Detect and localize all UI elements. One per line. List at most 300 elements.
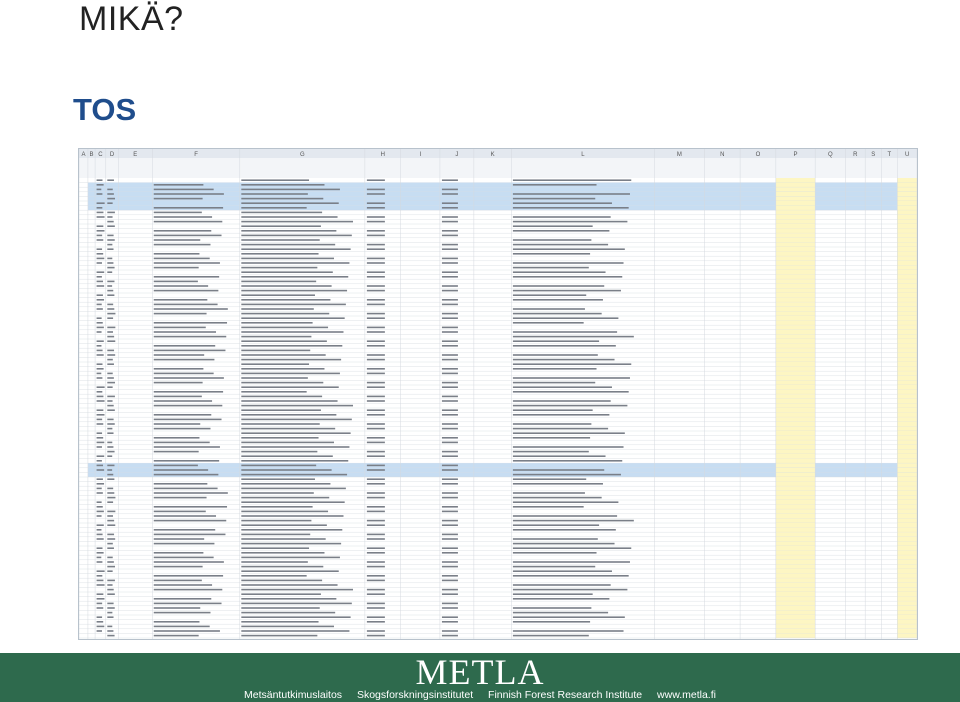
- column-header-t: T: [887, 152, 892, 158]
- cell-text: [154, 184, 204, 186]
- yellow-cell: [776, 537, 815, 542]
- yellow-cell: [776, 192, 815, 197]
- cell-text: [97, 630, 102, 632]
- cell-text: [442, 400, 458, 402]
- yellow-cell: [776, 339, 815, 344]
- cell-text: [442, 511, 458, 513]
- cell-text: [107, 386, 112, 388]
- yellow-cell: [897, 233, 917, 238]
- cell-text: [97, 483, 104, 485]
- yellow-cell: [776, 238, 815, 243]
- yellow-cell: [776, 210, 815, 215]
- yellow-cell: [776, 440, 815, 445]
- cell-text: [367, 216, 385, 218]
- cell-text: [107, 235, 113, 237]
- yellow-cell: [897, 229, 917, 234]
- cell-text: [107, 501, 113, 503]
- cell-text: [241, 538, 325, 540]
- cell-text: [241, 212, 322, 214]
- column-header-h: H: [380, 152, 385, 158]
- cell-text: [154, 511, 206, 513]
- cell-text: [513, 529, 616, 531]
- yellow-cell: [776, 247, 815, 252]
- yellow-cell: [897, 537, 917, 542]
- cell-text: [107, 478, 114, 480]
- cell-text: [241, 478, 315, 480]
- cell-text: [97, 308, 103, 310]
- cell-text: [154, 299, 208, 301]
- cell-text: [513, 520, 634, 522]
- yellow-cell: [776, 606, 815, 611]
- cell-text: [442, 290, 458, 292]
- yellow-cell: [897, 201, 917, 206]
- cell-text: [107, 469, 112, 471]
- yellow-cell: [897, 316, 917, 321]
- yellow-cell: [897, 219, 917, 224]
- footer-link-sv[interactable]: Skogsforskningsinstitutet: [356, 689, 474, 701]
- yellow-cell: [776, 629, 815, 634]
- cell-text: [513, 405, 627, 407]
- yellow-cell: [897, 307, 917, 312]
- cell-text: [107, 616, 113, 618]
- yellow-cell: [776, 422, 815, 427]
- cell-text: [97, 377, 103, 379]
- cell-text: [241, 414, 336, 416]
- cell-text: [97, 616, 102, 618]
- yellow-cell: [897, 298, 917, 303]
- cell-text: [367, 635, 385, 637]
- cell-text: [107, 570, 112, 572]
- cell-text: [442, 216, 458, 218]
- cell-text: [513, 492, 585, 494]
- cell-text: [97, 580, 104, 582]
- yellow-cell: [897, 436, 917, 441]
- cell-text: [97, 515, 102, 517]
- footer-link-url[interactable]: www.metla.fi: [657, 689, 716, 701]
- cell-text: [97, 350, 103, 352]
- yellow-cell: [897, 376, 917, 381]
- cell-text: [442, 603, 458, 605]
- cell-text: [367, 313, 385, 315]
- cell-text: [97, 207, 103, 209]
- cell-text: [241, 570, 338, 572]
- cell-text: [367, 603, 385, 605]
- cell-text: [97, 202, 105, 204]
- yellow-cell: [776, 491, 815, 496]
- yellow-cell: [897, 178, 917, 183]
- yellow-cell: [776, 523, 815, 528]
- cell-text: [367, 189, 385, 191]
- cell-text: [513, 377, 630, 379]
- cell-text: [367, 202, 385, 204]
- cell-text: [97, 607, 104, 609]
- column-header-r: R: [853, 152, 858, 158]
- cell-text: [442, 327, 458, 329]
- cell-text: [107, 248, 113, 250]
- cell-text: [97, 419, 103, 421]
- cell-text: [513, 336, 634, 338]
- cell-text: [154, 239, 200, 241]
- cell-text: [97, 534, 103, 536]
- cell-text: [442, 299, 458, 301]
- cell-text: [241, 630, 349, 632]
- cell-text: [107, 566, 115, 568]
- cell-text: [241, 616, 350, 618]
- yellow-cell: [776, 390, 815, 395]
- cell-text: [367, 317, 385, 319]
- yellow-cell: [897, 518, 917, 523]
- cell-text: [442, 455, 458, 457]
- yellow-cell: [776, 459, 815, 464]
- cell-text: [442, 635, 458, 637]
- yellow-cell: [776, 610, 815, 615]
- cell-text: [241, 552, 324, 554]
- yellow-cell: [897, 408, 917, 413]
- yellow-cell: [776, 399, 815, 404]
- cell-text: [513, 248, 625, 250]
- cell-text: [442, 506, 458, 508]
- cell-text: [367, 285, 385, 287]
- yellow-cell: [897, 597, 917, 602]
- yellow-cell: [776, 560, 815, 565]
- cell-text: [442, 221, 458, 223]
- cell-text: [442, 359, 458, 361]
- cell-text: [367, 409, 385, 411]
- cell-text: [154, 308, 228, 310]
- yellow-cell: [897, 422, 917, 427]
- yellow-cell: [776, 265, 815, 270]
- cell-text: [442, 478, 458, 480]
- cell-text: [367, 451, 385, 453]
- cell-text: [442, 575, 458, 577]
- cell-text: [367, 465, 385, 467]
- cell-text: [367, 630, 385, 632]
- cell-text: [107, 635, 114, 637]
- cell-text: [154, 382, 203, 384]
- cell-text: [154, 244, 211, 246]
- yellow-cell: [776, 454, 815, 459]
- cell-text: [107, 630, 113, 632]
- cell-text: [154, 331, 216, 333]
- cell-text: [367, 230, 385, 232]
- cell-text: [513, 368, 597, 370]
- yellow-cell: [897, 321, 917, 326]
- cell-text: [97, 239, 104, 241]
- cell-text: [154, 253, 200, 255]
- yellow-cell: [776, 357, 815, 362]
- yellow-cell: [897, 468, 917, 473]
- cell-text: [442, 248, 458, 250]
- cell-text: [154, 543, 215, 545]
- cell-text: [513, 501, 618, 503]
- cell-text: [442, 621, 458, 623]
- yellow-cell: [897, 620, 917, 625]
- cell-text: [107, 432, 113, 434]
- yellow-cell: [776, 514, 815, 519]
- cell-text: [367, 580, 385, 582]
- yellow-cell: [897, 330, 917, 335]
- cell-text: [367, 327, 385, 329]
- cell-text: [107, 382, 115, 384]
- cell-text: [367, 589, 385, 591]
- cell-text: [107, 193, 114, 195]
- cell-text: [107, 497, 115, 499]
- cell-text: [107, 304, 113, 306]
- cell-text: [513, 193, 630, 195]
- cell-text: [367, 428, 385, 430]
- footer-links: [0, 689, 960, 701]
- cell-text: [154, 465, 198, 467]
- yellow-cell: [897, 449, 917, 454]
- cell-text: [107, 396, 115, 398]
- cell-text: [97, 322, 103, 324]
- footer-link-fi[interactable]: Metsäntutkimuslaitos: [244, 689, 343, 701]
- cell-text: [513, 359, 615, 361]
- cell-text: [154, 276, 219, 278]
- cell-text: [241, 460, 348, 462]
- cell-text: [442, 547, 458, 549]
- cell-text: [513, 524, 599, 526]
- cell-text: [107, 603, 113, 605]
- yellow-cell: [897, 353, 917, 358]
- cell-text: [513, 460, 622, 462]
- cell-text: [241, 419, 352, 421]
- yellow-cell: [776, 615, 815, 620]
- column-header-m: M: [676, 152, 682, 158]
- cell-text: [513, 221, 627, 223]
- yellow-cell: [897, 288, 917, 293]
- cell-text: [367, 520, 385, 522]
- cell-text: [241, 340, 327, 342]
- cell-text: [154, 497, 207, 499]
- cell-text: [241, 179, 309, 181]
- cell-text: [367, 354, 385, 356]
- yellow-cell: [776, 541, 815, 546]
- yellow-cell: [776, 284, 815, 289]
- cell-text: [154, 469, 208, 471]
- cell-text: [442, 244, 458, 246]
- cell-text: [513, 294, 586, 296]
- cell-text: [107, 336, 114, 338]
- cell-text: [513, 497, 602, 499]
- yellow-cell: [897, 495, 917, 500]
- cell-text: [154, 603, 222, 605]
- cell-text: [241, 202, 338, 204]
- cell-text: [97, 248, 102, 250]
- cell-text: [241, 469, 331, 471]
- cell-text: [513, 543, 615, 545]
- cell-text: [442, 386, 458, 388]
- cell-text: [513, 409, 593, 411]
- cell-text: [107, 216, 112, 218]
- yellow-cell: [897, 302, 917, 307]
- cell-text: [241, 271, 332, 273]
- cell-text: [107, 557, 112, 559]
- cell-text: [154, 635, 199, 637]
- yellow-cell: [776, 362, 815, 367]
- cell-text: [367, 400, 385, 402]
- cell-text: [154, 566, 203, 568]
- yellow-cell: [776, 183, 815, 188]
- yellow-cell: [897, 528, 917, 533]
- cell-text: [97, 492, 103, 494]
- column-header-e: E: [133, 152, 138, 158]
- cell-text: [107, 244, 112, 246]
- cell-text: [442, 409, 458, 411]
- cell-text: [107, 451, 114, 453]
- cell-text: [241, 377, 308, 379]
- cell-text: [154, 189, 214, 191]
- yellow-cell: [776, 242, 815, 247]
- column-header-c: C: [98, 152, 103, 158]
- cell-text: [107, 543, 113, 545]
- cell-text: [154, 354, 204, 356]
- footer-link-en[interactable]: Finnish Forest Research Institute: [488, 689, 643, 701]
- yellow-cell: [897, 275, 917, 280]
- cell-text: [107, 580, 115, 582]
- cell-text: [442, 469, 458, 471]
- cell-text: [241, 391, 306, 393]
- cell-text: [154, 520, 226, 522]
- cell-text: [367, 511, 385, 513]
- cell-text: [107, 350, 114, 352]
- cell-text: [241, 308, 313, 310]
- yellow-cell: [776, 555, 815, 560]
- cell-text: [513, 561, 630, 563]
- cell-text: [367, 290, 385, 292]
- yellow-cell: [897, 371, 917, 376]
- yellow-cell: [897, 583, 917, 588]
- cell-text: [513, 630, 624, 632]
- yellow-cell: [897, 293, 917, 298]
- yellow-cell: [776, 403, 815, 408]
- cell-text: [97, 386, 105, 388]
- cell-text: [241, 281, 316, 283]
- column-header-f: F: [194, 152, 198, 158]
- cell-text: [367, 299, 385, 301]
- cell-text: [97, 511, 104, 513]
- cell-text: [97, 469, 105, 471]
- cell-text: [241, 290, 347, 292]
- cell-text: [107, 409, 115, 411]
- cell-text: [154, 207, 223, 209]
- yellow-cell: [897, 601, 917, 606]
- cell-text: [241, 327, 328, 329]
- yellow-cell: [897, 334, 917, 339]
- yellow-cell: [776, 307, 815, 312]
- cell-text: [442, 202, 458, 204]
- cell-text: [241, 396, 322, 398]
- cell-text: [513, 612, 608, 614]
- cell-text: [241, 580, 322, 582]
- cell-text: [513, 483, 603, 485]
- yellow-cell: [897, 624, 917, 629]
- cell-text: [513, 225, 593, 227]
- yellow-cell: [897, 587, 917, 592]
- cell-text: [107, 405, 113, 407]
- cell-text: [97, 345, 102, 347]
- yellow-cell: [776, 344, 815, 349]
- cell-text: [367, 340, 385, 342]
- cell-text: [97, 561, 103, 563]
- cell-text: [513, 451, 589, 453]
- yellow-cell: [897, 417, 917, 422]
- cell-text: [241, 368, 324, 370]
- cell-text: [241, 262, 349, 264]
- cell-text: [513, 244, 608, 246]
- cell-text: [513, 331, 617, 333]
- cell-text: [154, 575, 223, 577]
- cell-text: [442, 304, 458, 306]
- yellow-cell: [897, 399, 917, 404]
- cell-text: [154, 322, 227, 324]
- cell-text: [241, 635, 317, 637]
- yellow-cell: [897, 187, 917, 192]
- cell-text: [367, 455, 385, 457]
- yellow-cell: [897, 592, 917, 597]
- cell-text: [107, 267, 114, 269]
- yellow-cell: [776, 380, 815, 385]
- cell-text: [107, 442, 112, 444]
- cell-text: [154, 598, 212, 600]
- cell-text: [367, 497, 385, 499]
- cell-text: [97, 552, 104, 554]
- cell-text: [154, 391, 223, 393]
- cell-text: [241, 520, 311, 522]
- cell-text: [107, 524, 115, 526]
- cell-text: [367, 552, 385, 554]
- cell-text: [107, 465, 114, 467]
- yellow-cell: [776, 468, 815, 473]
- cell-text: [107, 294, 114, 296]
- cell-text: [513, 253, 590, 255]
- column-header-u: U: [905, 152, 910, 158]
- cell-text: [154, 198, 203, 200]
- cell-text: [513, 432, 625, 434]
- cell-text: [97, 216, 105, 218]
- cell-text: [442, 451, 458, 453]
- cell-text: [442, 552, 458, 554]
- yellow-cell: [897, 426, 917, 431]
- cell-text: [154, 506, 227, 508]
- yellow-cell: [776, 215, 815, 220]
- cell-text: [97, 331, 102, 333]
- yellow-cell: [776, 495, 815, 500]
- cell-text: [97, 437, 104, 439]
- column-header-bar: [79, 149, 917, 158]
- yellow-cell: [776, 298, 815, 303]
- cell-text: [97, 391, 103, 393]
- cell-text: [241, 345, 342, 347]
- yellow-cell: [776, 431, 815, 436]
- cell-text: [367, 271, 385, 273]
- yellow-cell: [897, 514, 917, 519]
- cell-text: [241, 304, 346, 306]
- yellow-cell: [897, 463, 917, 468]
- cell-text: [513, 552, 597, 554]
- cell-text: [442, 262, 458, 264]
- yellow-cell: [776, 633, 815, 638]
- cell-text: [513, 478, 586, 480]
- cell-text: [241, 543, 341, 545]
- cell-text: [367, 331, 385, 333]
- cell-text: [154, 345, 215, 347]
- cell-text: [97, 547, 103, 549]
- cell-text: [442, 331, 458, 333]
- yellow-cell: [776, 206, 815, 211]
- cell-text: [513, 589, 627, 591]
- cell-text: [154, 419, 222, 421]
